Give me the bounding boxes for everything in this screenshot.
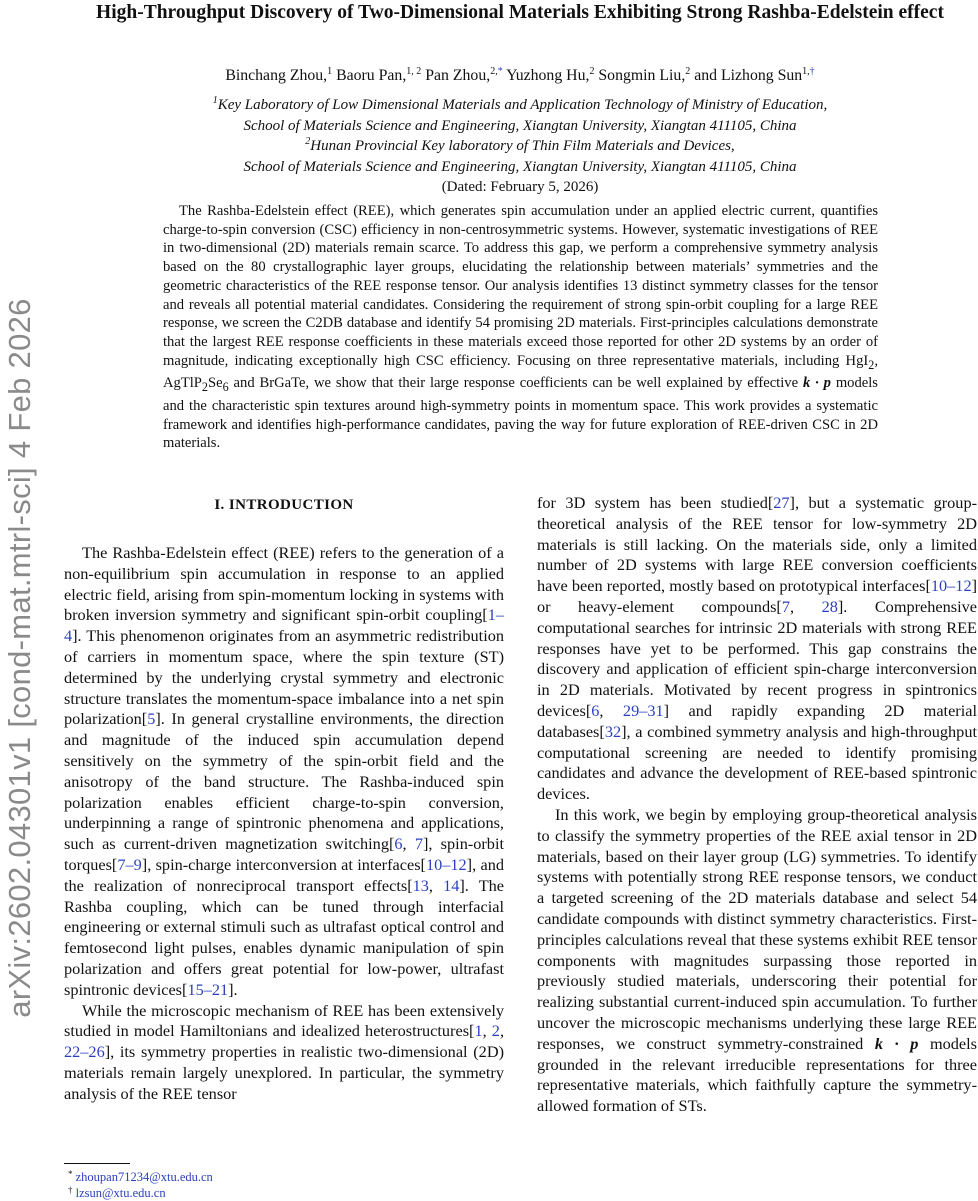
paragraph [64, 1001, 504, 1105]
text-run: ], its symmetry properties in realistic two-dimensional (2D) materials remain largely unexplored. In particular, the symmetry analysis of the REE tensor [64, 1042, 504, 1103]
text-run: ] and rapidly expanding 2D material databases[ [537, 700, 978, 741]
arxiv-sidebar [0, 228, 40, 1088]
citation-link[interactable]: 10–12 [425, 854, 467, 874]
citation-link[interactable]: 15–21 [187, 979, 229, 999]
text-run: ], spin-orbit torques[ [64, 834, 504, 874]
text-run: , [482, 1021, 492, 1041]
citation-link[interactable]: 13 [412, 875, 429, 895]
citation-link[interactable]: 2 [491, 1021, 500, 1041]
author: Binchang Zhou, [225, 67, 328, 84]
citation-link[interactable]: 10–12 [930, 576, 972, 596]
text-run: ]. The Rashba coupling, which can be tuned through interfacial engineering or external stimuli such as ultrafast optical control and femtosecond light pulses, enables dynamic manipulation of spin polarization and offers great potential for low-power, ultrafast spintronic devices[ [64, 875, 505, 999]
email-link[interactable]: lzsun@xtu.edu.cn [75, 1186, 166, 1200]
citation-link[interactable]: 7 [781, 596, 790, 616]
citation-link[interactable]: 1 [474, 1021, 483, 1041]
author: Yuzhong Hu, [506, 67, 590, 84]
text-run: , [428, 875, 444, 895]
arxiv-identifier: arXiv:2602.04301v1 [cond-mat.mtrl-sci] 4 Feb 2026 [2, 298, 37, 1018]
citation-link[interactable]: 27 [773, 493, 790, 512]
text-run: ], a combined symmetry analysis and high-throughput computational screening are needed to identify promising candidates and advance the development of REE-based spintronic devices. [537, 721, 977, 804]
left-column [64, 543, 504, 1105]
text-run: ] or heavy-element compounds[ [537, 576, 977, 616]
footnote-mark-link[interactable]: † [809, 66, 815, 77]
text-run: , [499, 1021, 505, 1041]
text-run: ]. In general crystalline environments, the direction and magnitude of the induced spin accumulation depend sensitively on the symmetry of the spin-orbit field and the anisotropy of the band structure. The Rashba-induced spin polarization enables efficient charge-to-spin conversion, underpinning a range of spintronic phenomena and applications, such as current-driven magnetization switching[ [64, 709, 504, 854]
right-column [537, 493, 977, 1117]
author-list [70, 66, 970, 86]
text-run: for 3D system has been studied[ [537, 493, 774, 512]
text-run: ]. This phenomenon originates from an asymmetric redistribution of carriers in momentum space, where the spin texture (ST) determined by the underlying crystal symmetry and electronic structure translates the momentum-space imbalance into a net spin polarization[ [64, 626, 504, 729]
citation-link[interactable]: 29–31 [622, 700, 664, 720]
text-run: ], but a systematic group-theoretical analysis of the REE tensor for low-symmetry 2D materials is still lacking. On the materials side, only a limited number of 2D systems with large REE conversion coefficients have been reported, mostly based on prototypical interfaces[ [537, 493, 978, 596]
text-run: , [790, 596, 822, 616]
text-run: The Rashba-Edelstein effect (REE) refers to the generation of a non-equilibrium spin accumulation in response to an applied electric field, arising from spin-momentum locking in systems with broken inversion symmetry and significant spin-orbit coupling[ [64, 543, 504, 625]
author-affil-sup: 2 [589, 66, 595, 77]
author-affil-sup: 1, 2 [406, 66, 422, 77]
text-run: ]. Comprehensive computational searches for intrinsic 2D materials with strong REE responses have yet to be performed. This gap constrains the discovery and application of efficient spin-charge interconversion in 2D materials. Motivated by recent progress in spintronics devices[ [537, 596, 978, 720]
author-affil-sup: 2 [685, 66, 691, 77]
author: Songmin Liu, [598, 67, 686, 84]
date-line: (Dated: February 5, 2026) [441, 179, 599, 195]
text-run: , [402, 834, 415, 854]
affiliation-1-line-2: School of Materials Science and Engineering, Xiangtan University, Xiangtan 411105, China [243, 117, 797, 134]
author: Pan Zhou, [425, 67, 491, 84]
text-run: While the microscopic mechanism of REE has been extensively studied in model Hamiltonians and idealized heterostructures[ [64, 1000, 504, 1041]
affiliation-1-line-1: $^1$Key Laboratory of Low Dimensional Materials and Application Technology of Ministry of Education, [212, 95, 828, 113]
footnote-rule [64, 1163, 130, 1164]
citation-link[interactable]: 28 [821, 596, 838, 616]
citation-link[interactable]: 6 [591, 700, 600, 720]
author: Baoru Pan, [336, 67, 407, 84]
paragraph [64, 543, 504, 1001]
citation-link[interactable]: 7 [414, 834, 423, 854]
footnote-mark-link[interactable]: * [497, 66, 503, 77]
affiliations [70, 95, 970, 198]
paragraph [537, 805, 977, 1117]
citation-link[interactable]: 6 [394, 834, 403, 854]
footnote: * zhoupan71234@xtu.edu.cn [68, 1169, 213, 1184]
footnote: † lzsun@xtu.edu.cn [68, 1185, 166, 1200]
citation-link[interactable]: 22–26 [64, 1042, 105, 1062]
text-run: ]. [228, 979, 238, 999]
citation-link[interactable]: 1–4 [64, 605, 504, 646]
abstract: The Rashba-Edelstein effect (REE), which generates spin accumulation under an applied electric current, quantifies charge-to-spin conversion (CSC) efficiency in non-centrosymmetric systems. However, systematic investigations of REE in two-dimensional (2D) materials remain scarce. To address this gap, we perform a comprehensive symmetry analysis based on the 80 crystallographic layer groups, elucidating the relationship between materials’ symmetries and the geometric characteristics of the REE response tensor. Our analysis identifies 13 distinct symmetry classes for the tensor and reveals all potential material candidates. Considering the requirement of strong spin-orbit coupling for a large REE response, we screen the C2DB database and identify 54 promising 2D materials. First-principles calculations demonstrate that the largest REE response coefficients in these materials exceed those reported for other 2D systems by an order of magnitude, indicating exceptionally high CSC efficiency. Focusing on three representative materials, including HgI$_2$, $AgTlP_2Se_6$ and BrGaTe, we show that their large response coefficients can be well explained by effective k · p models and the characteristic spin textures around high-symmetry points in momentum space. This work provides a systematic framework and identifies high-performance candidates, paving the way for future exploration of REE-driven CSC in 2D materials. [163, 203, 878, 452]
author-affil-sup: 1 [327, 66, 333, 77]
citation-link[interactable]: 32 [604, 721, 622, 741]
author-affil-sup: 2,* [490, 66, 503, 77]
math-kp: k · p [874, 1033, 919, 1053]
text-run: ], spin-charge interconversion at interfaces[ [141, 854, 426, 874]
paragraph [537, 493, 977, 805]
citation-link[interactable]: 14 [443, 875, 460, 895]
text-run: models grounded in the relevant irreducible representations for three representative materials, which faithfully capture the symmetry-allowed formation of STs. [537, 1033, 978, 1116]
section-heading-introduction: I. INTRODUCTION [214, 497, 354, 513]
citation-link[interactable]: 5 [147, 709, 156, 729]
footnotes [64, 1169, 504, 1201]
affiliation-2-line-1: $^2$Hunan Provincial Key laboratory of Thin Film Materials and Devices, [305, 136, 735, 154]
email-link[interactable]: zhoupan71234@xtu.edu.cn [75, 1170, 213, 1184]
author: and Lizhong Sun [694, 67, 803, 84]
text-run: ], and the realization of nonreciprocal transport effects[ [64, 854, 504, 895]
text-run: , [599, 700, 623, 720]
author-affil-sup: 1,† [802, 66, 815, 77]
citation-link[interactable]: 7–9 [117, 854, 142, 874]
affiliation-2-line-2: School of Materials Science and Engineering, Xiangtan University, Xiangtan 411105, China [243, 158, 797, 175]
paper-title: High-Throughput Discovery of Two-Dimensional Materials Exhibiting Strong Rashba-Edelstein effect [96, 2, 944, 23]
text-run: In this work, we begin by employing group-theoretical analysis to classify the symmetry properties of the REE axial tensor in 2D materials, based on their layer group (LG) symmetries. To identify systems with potentially strong REE response tensors, we conduct a targeted screening of the 2D materials database and select 54 candidate compounds with distinct symmetry characteristics. First-principles calculations reveal that these systems exhibit REE tensor components with magnitudes surpassing those reported in previously studied materials, underscoring their potential for realizing substantial current-induced spin accumulation. To further uncover the microscopic mechanisms underlying these large REE responses, we construct symmetry-constrained [537, 804, 977, 1053]
